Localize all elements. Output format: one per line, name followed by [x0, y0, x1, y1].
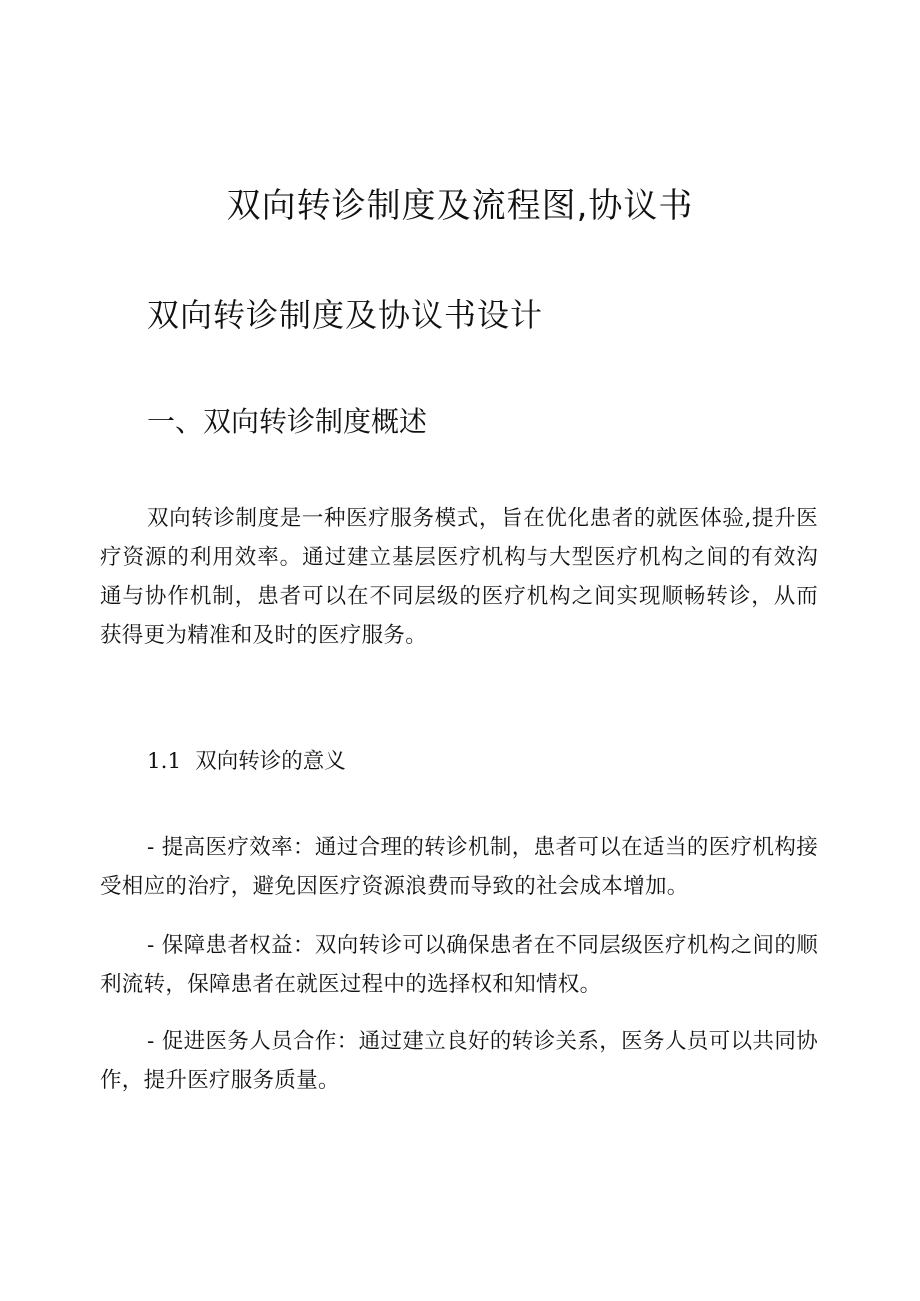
- intro-paragraph: 双向转诊制度是一种医疗服务模式，旨在优化患者的就医体验,提升医疗资源的利用效率。通过建立基层医疗机构与大型医疗机构之间的有效沟通与协作机制，患者可以在不同层级的医疗机构之间实现顺畅转诊，从而获得更为精准和及时的医疗服务。: [100, 506, 818, 648]
- bullet-item: - 保障患者权益：双向转诊可以确保患者在不同层级医疗机构之间的顺利流转，保障患者在就医过程中的选择权和知情权。: [100, 933, 818, 997]
- subsection-number: 1.1: [147, 749, 182, 774]
- subsection-heading: [147, 742, 747, 781]
- bullet-item: - 促进医务人员合作：通过建立良好的转诊关系，医务人员可以共同协作，提升医疗服务质量。: [100, 1029, 818, 1093]
- document-subtitle: 双向转诊制度及协议书设计: [147, 296, 544, 334]
- subsection-title: 双向转诊的意义: [195, 749, 346, 774]
- document-title: 双向转诊制度及流程图,协议书: [226, 186, 694, 226]
- bullet-item: - 提高医疗效率：通过合理的转诊机制，患者可以在适当的医疗机构接受相应的治疗，避免因医疗资源浪费而导致的社会成本增加。: [100, 835, 818, 899]
- section-heading: 一、双向转诊制度概述: [147, 405, 428, 438]
